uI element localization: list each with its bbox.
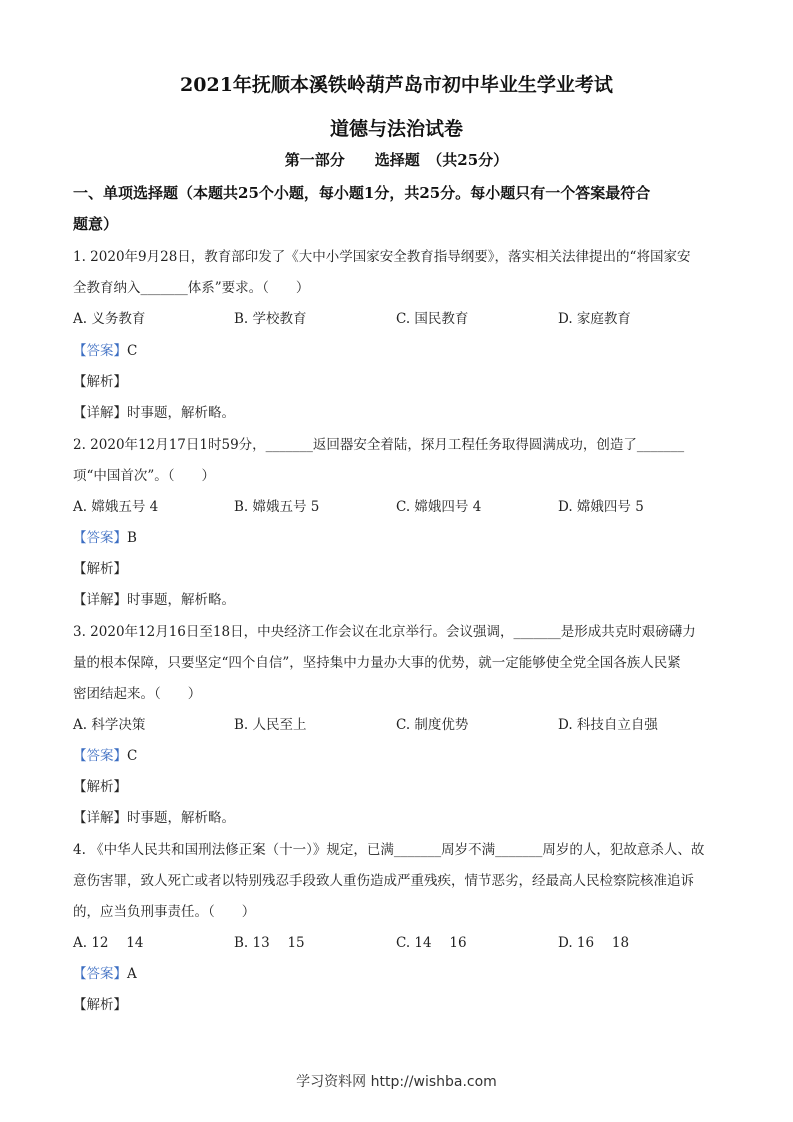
question-4-option-c: C. 14 16 [396,935,467,951]
question-2-answer [73,526,137,546]
answer-value: B [127,530,137,546]
footer-link[interactable]: 学习资料网 http://wishba.com [296,1074,497,1090]
question-3-option-a: A. 科学决策 [73,717,146,733]
question-1-analysis: 【解析】 [73,374,127,390]
detail-tag: 【详解】 [73,592,127,608]
detail-text: 时事题，解析略。 [127,405,235,421]
section-heading-line-1: 一、单项选择题（本题共25个小题，每小题1分，共25分。每小题只有一个答案最符合 [73,184,651,202]
question-4-analysis: 【解析】 [73,997,127,1013]
answer-value: C [127,748,138,764]
question-2-line-2: 项“中国首次”。（ ） [73,468,216,484]
question-1-option-b: B. 学校教育 [234,311,307,327]
question-2-option-b: B. 嫦娥五号 5 [234,499,320,515]
question-3-detail [73,806,235,826]
question-1-option-c: C. 国民教育 [396,311,469,327]
question-4-line-3: 的，应当负刑事责任。（ ） [73,904,256,920]
answer-tag: 【答案】 [73,966,127,982]
detail-tag: 【详解】 [73,810,127,826]
question-2-analysis: 【解析】 [73,561,127,577]
question-1-line-1: 1. 2020年9月28日，教育部印发了《大中小学国家安全教育指导纲要》，落实相关法律提出的“将国家安 [73,249,691,265]
detail-tag: 【详解】 [73,405,127,421]
question-4-option-a: A. 12 14 [73,935,144,951]
question-1-answer [73,339,137,359]
answer-value: A [127,966,137,982]
question-3-line-1: 3. 2020年12月16日至18日，中央经济工作会议在北京举行。会议强调，_______是形成共克时艰磅礴力 [73,624,696,640]
question-3-answer [73,744,137,764]
question-4-option-b: B. 13 15 [234,935,305,951]
exam-title: 2021年抚顺本溪铁岭葫芦岛市初中毕业生学业考试 [180,74,613,96]
question-3-analysis: 【解析】 [73,779,127,795]
question-3-option-c: C. 制度优势 [396,717,469,733]
section-heading-line-2: 题意） [73,215,119,233]
answer-tag: 【答案】 [73,748,127,764]
question-3-line-2: 量的根本保障，只要坚定“四个自信”，坚持集中力量办大事的优势，就一定能够使全党全国各族人民紧 [73,655,681,671]
detail-text: 时事题，解析略。 [127,592,235,608]
question-1-detail [73,401,235,421]
question-2-option-c: C. 嫦娥四号 4 [396,499,482,515]
question-1-option-d: D. 家庭教育 [558,311,631,327]
answer-tag: 【答案】 [73,343,127,359]
question-4-answer [73,962,137,982]
question-2-detail [73,588,235,608]
question-3-option-b: B. 人民至上 [234,717,307,733]
answer-value: C [127,343,138,359]
question-4-option-d: D. 16 18 [558,935,630,951]
part-heading: 第一部分 选择题 （共25分） [284,151,509,169]
question-1-line-2: 全教育纳入_______体系”要求。（ ） [73,280,310,296]
question-2-line-1: 2. 2020年12月17日1时59分，_______返回器安全着陆，探月工程任务取得圆满成功，创造了_______ [73,437,685,453]
question-3-line-3: 密团结起来。（ ） [73,686,202,702]
question-3-option-d: D. 科技自立自强 [558,717,658,733]
question-4-line-1: 4. 《中华人民共和国刑法修正案（十一）》规定，已满_______周岁不满_______周岁的人，犯故意杀人、故 [73,842,705,858]
question-2-option-d: D. 嫦娥四号 5 [558,499,644,515]
exam-subtitle: 道德与法治试卷 [329,118,463,140]
answer-tag: 【答案】 [73,530,127,546]
question-1-option-a: A. 义务教育 [73,311,146,327]
question-4-line-2: 意伤害罪，致人死亡或者以特别残忍手段致人重伤造成严重残疾，情节恶劣，经最高人民检察院核准追诉 [73,873,694,889]
detail-text: 时事题，解析略。 [127,810,235,826]
question-2-option-a: A. 嫦娥五号 4 [73,499,159,515]
